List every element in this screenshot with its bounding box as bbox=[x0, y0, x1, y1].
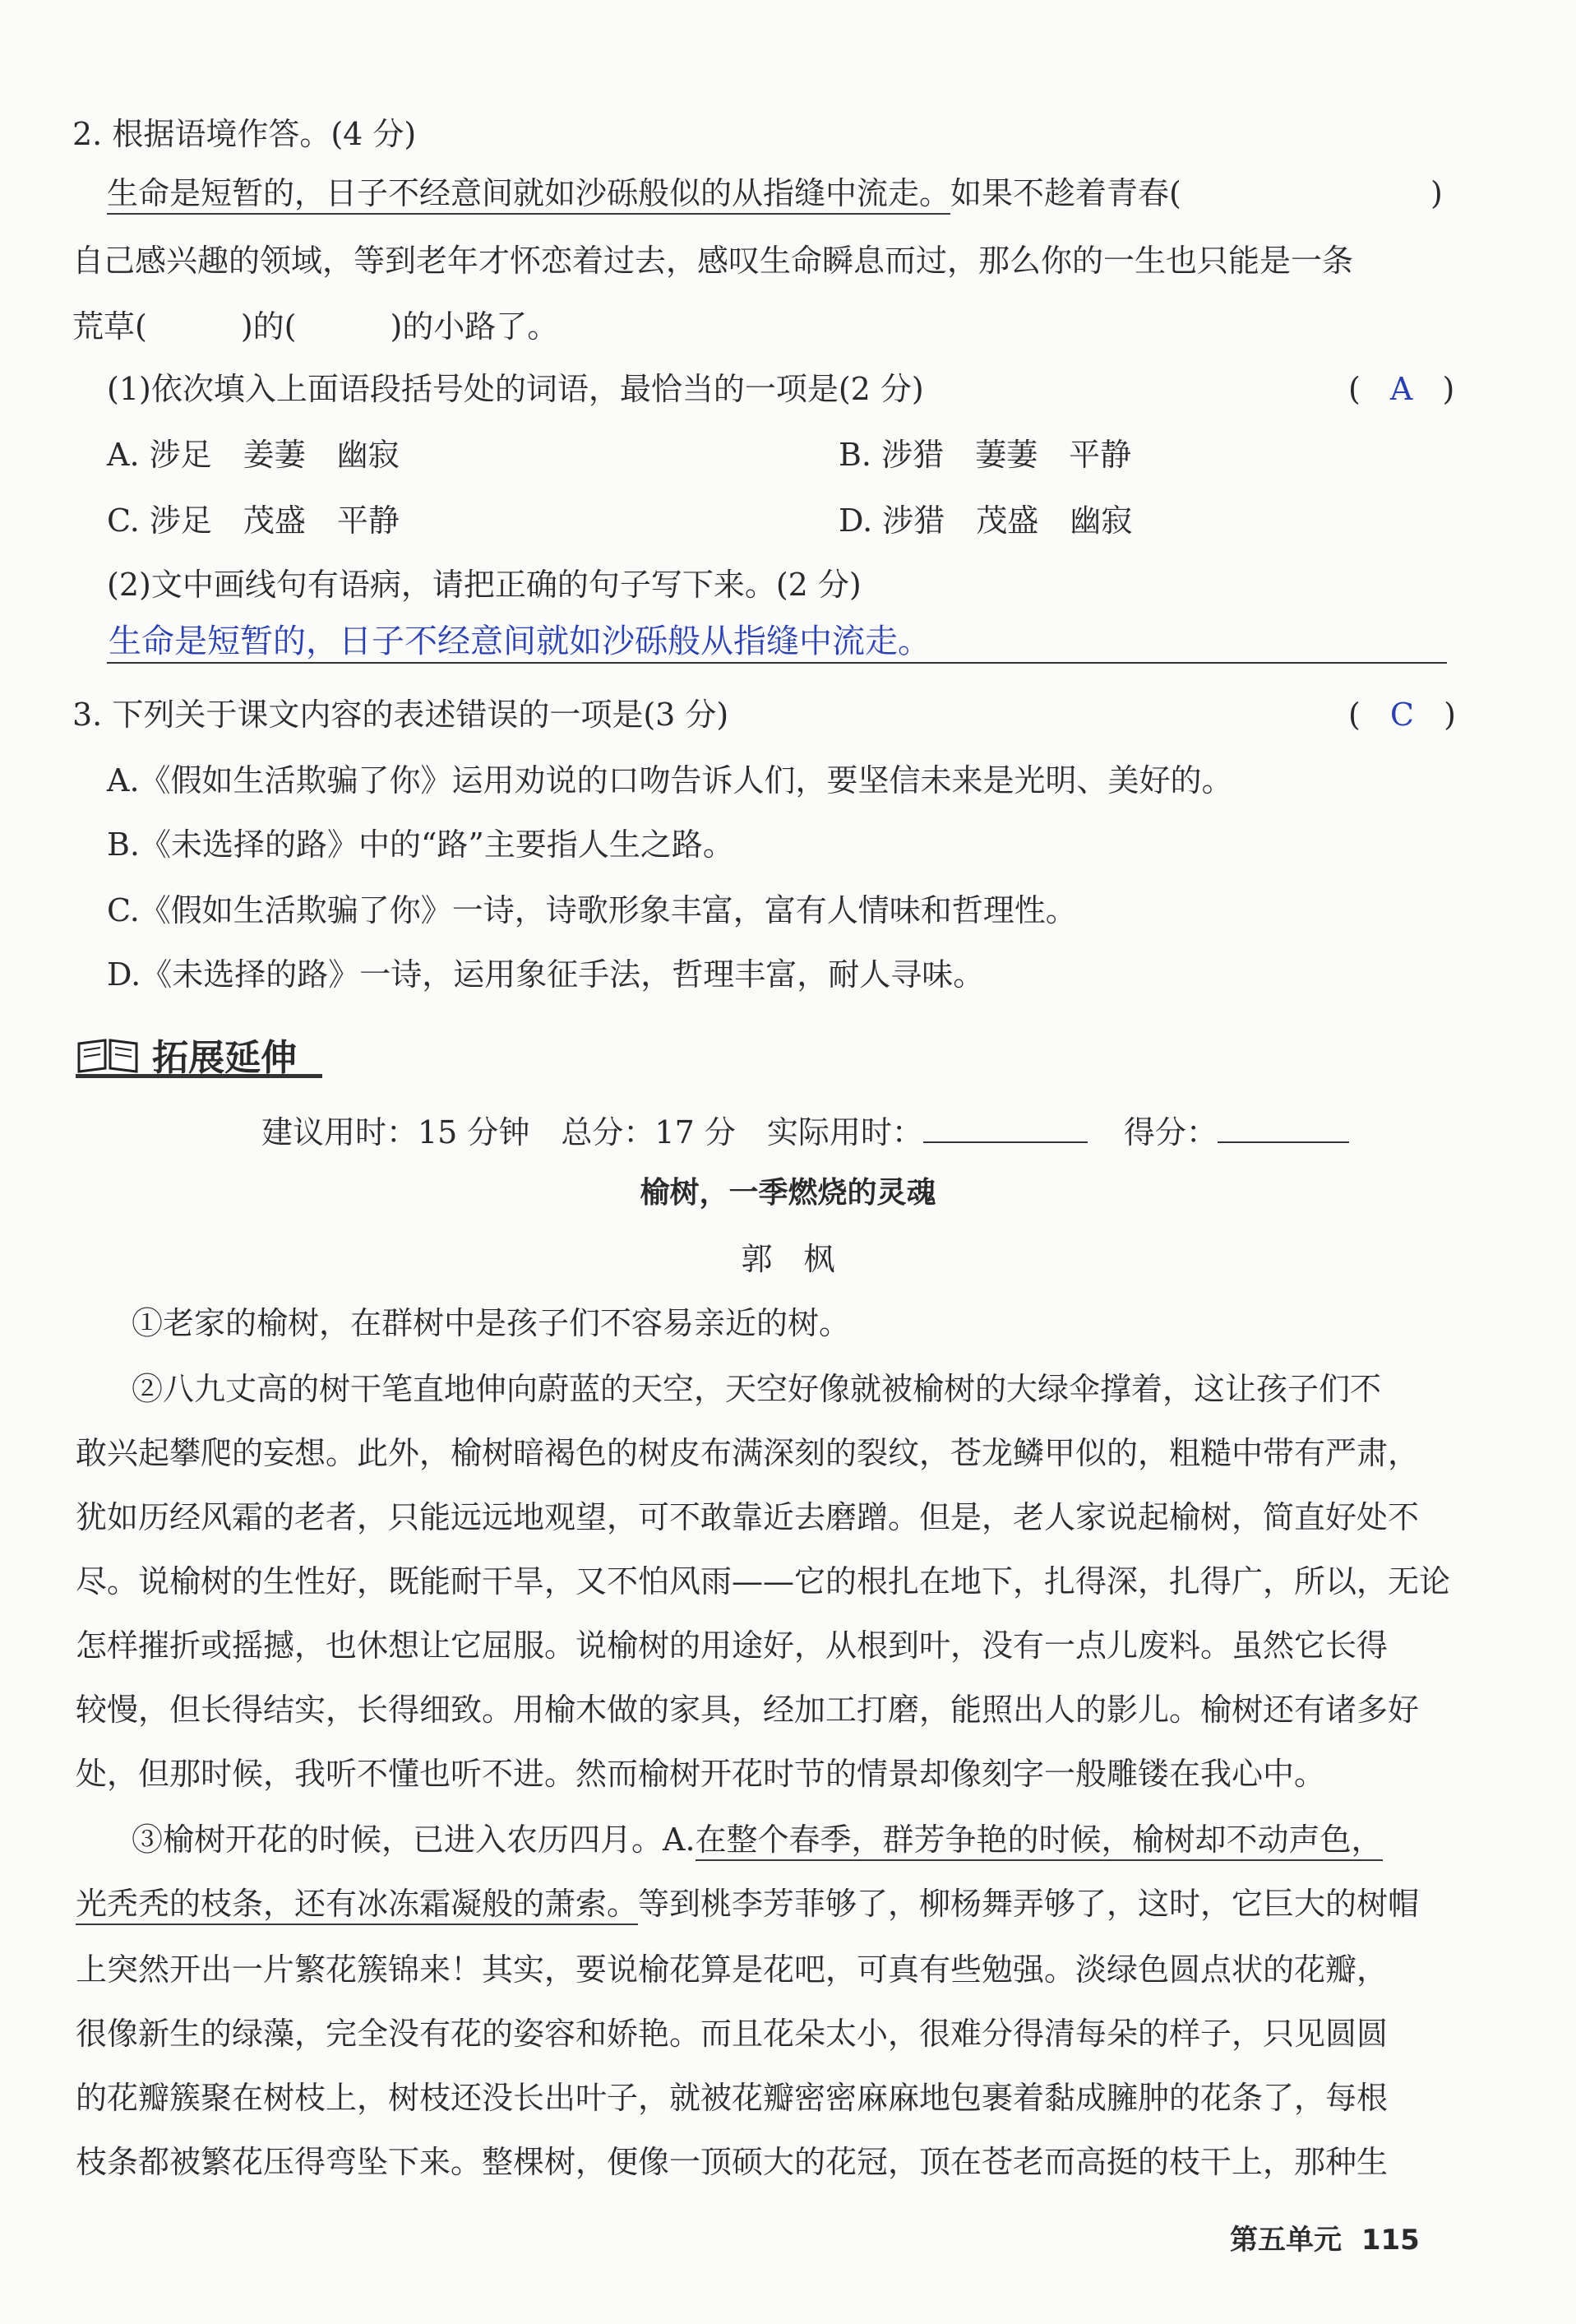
p3-underlined-a-part2: 光秃秃的枝条，还有冰冻霜凝般的萧索。 bbox=[76, 1886, 638, 1925]
page-number: 115 bbox=[1361, 2224, 1420, 2257]
p2-line-1 bbox=[132, 1368, 1381, 1410]
q3-heading bbox=[72, 694, 728, 735]
q3-answer-box bbox=[1348, 694, 1456, 735]
p2-line-2-text: 敢兴起攀爬的妄想。此外，榆树暗褐色的树皮布满深刻的裂纹，苍龙鳞甲似的，粗糙中带有严肃， bbox=[76, 1435, 1420, 1471]
q2-sub1-answer: A bbox=[1389, 371, 1413, 407]
article-title-text: 榆树，一季燃烧的灵魂 bbox=[640, 1176, 936, 1210]
q2-option-b-text: B. 涉猎 萋萋 平静 bbox=[839, 437, 1132, 473]
q2-sub2-text: (2)文中画线句有语病，请把正确的句子写下来。(2 分) bbox=[107, 567, 862, 603]
paren-open: ( bbox=[1348, 371, 1361, 407]
q2-line2-text: 自己感兴趣的领域，等到老年才怀恋着过去，感叹生命瞬息而过，那么你的一生也只能是一条 bbox=[72, 243, 1354, 279]
q2-line3-text: 荒草( )的( )的小路了。 bbox=[72, 308, 559, 345]
q2-option-a-text: A. 涉足 姜萋 幽寂 bbox=[107, 437, 400, 473]
p2-line-4 bbox=[76, 1561, 1450, 1602]
section-header-underline bbox=[76, 1074, 322, 1078]
article-author bbox=[0, 1238, 1576, 1280]
section-title: 拓展延伸 bbox=[152, 1037, 298, 1079]
q2-sub1-text: (1)依次填入上面语段括号处的词语，最恰当的一项是(2 分) bbox=[107, 371, 924, 407]
q2-option-a bbox=[107, 434, 400, 475]
answer-line bbox=[107, 662, 1447, 664]
p2-line-3-text: 犹如历经风霜的老者，只能远远地观望，可不敢靠近去磨蹭。但是，老人家说起榆树，简直好处不 bbox=[76, 1499, 1420, 1535]
q3-option-c bbox=[107, 890, 1077, 931]
paren-close: ) bbox=[1444, 697, 1456, 733]
q3-option-d-text: D.《未选择的路》一诗，运用象征手法，哲理丰富，耐人寻味。 bbox=[107, 956, 985, 993]
q2-underlined-sentence: 生命是短暂的，日子不经意间就如沙砾般似的从指缝中流走。 bbox=[107, 175, 950, 215]
p3-line-3-text: 上突然开出一片繁花簇锦来！其实，要说榆花算是花吧，可真有些勉强。淡绿色圆点状的花瓣， bbox=[76, 1951, 1389, 1988]
paragraph-1 bbox=[132, 1303, 850, 1344]
p3-line-5-text: 的花瓣簇聚在树枝上，树枝还没长出叶子，就被花瓣密密麻麻地包裹着黏成臃肿的花条了，每根 bbox=[76, 2080, 1389, 2116]
info-text: 建议用时：15 分钟 总分：17 分 实际用时： bbox=[261, 1114, 923, 1150]
p3-line-6-text: 枝条都被繁花压得弯坠下来。整棵树，便像一顶硕大的花冠，顶在苍老而高挺的枝干上，那种生 bbox=[76, 2144, 1389, 2180]
q3-option-b bbox=[107, 824, 734, 865]
p3-line-2 bbox=[76, 1883, 1419, 1924]
q3-heading-text: 3. 下列关于课文内容的表述错误的一项是(3 分) bbox=[72, 697, 729, 733]
article-title bbox=[0, 1173, 1576, 1214]
q2-sub2 bbox=[107, 564, 862, 605]
q2-heading bbox=[72, 113, 416, 155]
q2-option-d-text: D. 涉猎 茂盛 幽寂 bbox=[839, 502, 1133, 539]
p2-line-2 bbox=[76, 1433, 1419, 1474]
p2-line-7 bbox=[76, 1753, 1325, 1794]
p2-line-6-text: 较慢，但长得结实，长得细致。用榆木做的家具，经加工打磨，能照出人的影儿。榆树还有诸多好 bbox=[76, 1692, 1420, 1728]
p3-line-1-prefix: ③榆树开花的时候，已进入农历四月。A. bbox=[132, 1822, 696, 1858]
q2-option-d bbox=[839, 500, 1132, 541]
q2-para-line2 bbox=[72, 240, 1353, 281]
q2-option-b bbox=[839, 434, 1131, 475]
q2-sub1 bbox=[107, 368, 924, 410]
q2-line1-close bbox=[1430, 173, 1443, 214]
p3-line-1 bbox=[132, 1819, 1383, 1860]
q2-heading-text: 2. 根据语境作答。(4 分) bbox=[72, 116, 417, 152]
p2-line-4-text: 尽。说榆树的生性好，既能耐干旱，又不怕风雨——它的根扎在地下，扎得深，扎得广，所以，无论 bbox=[76, 1563, 1451, 1599]
q2-option-c bbox=[107, 500, 400, 541]
p3-line-3 bbox=[76, 1949, 1388, 1990]
q3-option-b-text: B.《未选择的路》中的“路”主要指人生之路。 bbox=[107, 826, 734, 863]
p2-line-3 bbox=[76, 1497, 1419, 1538]
paren-close: ) bbox=[1442, 371, 1455, 407]
page-footer bbox=[1230, 2217, 1420, 2257]
q2-para-line3 bbox=[72, 306, 558, 347]
q3-option-a-text: A.《假如生活欺骗了你》运用劝说的口吻告诉人们，要坚信未来是光明、美好的。 bbox=[107, 762, 1233, 799]
book-icon bbox=[76, 1034, 140, 1075]
score-label: 得分： bbox=[1123, 1114, 1218, 1150]
p2-line-5-text: 怎样摧折或摇撼，也休想让它屈服。说榆树的用途好，从根到叶，没有一点儿废料。虽然它长得 bbox=[76, 1627, 1389, 1664]
p3-underlined-a-part1: 在整个春季，群芳争艳的时候，榆树却不动声色， bbox=[696, 1822, 1383, 1861]
score-blank[interactable] bbox=[1218, 1113, 1349, 1143]
p2-line-7-text: 处，但那时候，我听不懂也听不进。然而榆树开花时节的情景却像刻字一般雕镂在我心中。 bbox=[76, 1756, 1326, 1792]
p2-line-5 bbox=[76, 1625, 1388, 1666]
q2-sub2-answer-text: 生命是短暂的，日子不经意间就如沙砾般从指缝中流走。 bbox=[109, 623, 931, 660]
article-author-text: 郭 枫 bbox=[741, 1241, 835, 1277]
paragraph-1-text: ①老家的榆树，在群树中是孩子们不容易亲近的树。 bbox=[132, 1305, 851, 1341]
q2-option-c-text: C. 涉足 茂盛 平静 bbox=[107, 502, 400, 539]
q3-answer: C bbox=[1389, 697, 1414, 733]
p2-line-1-text: ②八九丈高的树干笔直地伸向蔚蓝的天空，天空好像就被榆树的大绿伞撑着，这让孩子们不 bbox=[132, 1371, 1382, 1407]
p3-line-4-text: 很像新生的绿藻，完全没有花的姿容和娇艳。而且花朵太小，很难分得清每朵的样子，只见圆圆 bbox=[76, 2016, 1389, 2052]
info-line bbox=[261, 1112, 1349, 1153]
p3-line-5 bbox=[76, 2077, 1388, 2118]
footer-unit: 第五单元 bbox=[1230, 2224, 1342, 2257]
q2-line1-close-text: ) bbox=[1430, 175, 1443, 211]
p3-line-2-rest: 等到桃李芳菲够了，柳杨舞弄够了，这时，它巨大的树帽 bbox=[638, 1886, 1420, 1922]
q3-option-d bbox=[107, 954, 984, 995]
q3-option-a bbox=[107, 760, 1233, 801]
q3-option-c-text: C.《假如生活欺骗了你》一诗，诗歌形象丰富，富有人情味和哲理性。 bbox=[107, 892, 1077, 928]
q2-sub1-answer-box bbox=[1348, 368, 1454, 410]
paren-open: ( bbox=[1348, 697, 1361, 733]
actual-time-blank[interactable] bbox=[923, 1113, 1088, 1143]
p2-line-6 bbox=[76, 1689, 1419, 1730]
q2-para-line1 bbox=[107, 173, 1181, 214]
section-header bbox=[76, 1028, 297, 1081]
q2-sub2-answer bbox=[109, 615, 931, 662]
p3-line-6 bbox=[76, 2141, 1388, 2183]
p3-line-4 bbox=[76, 2013, 1388, 2054]
q2-line1-rest: 如果不趁着青春( bbox=[950, 175, 1181, 211]
